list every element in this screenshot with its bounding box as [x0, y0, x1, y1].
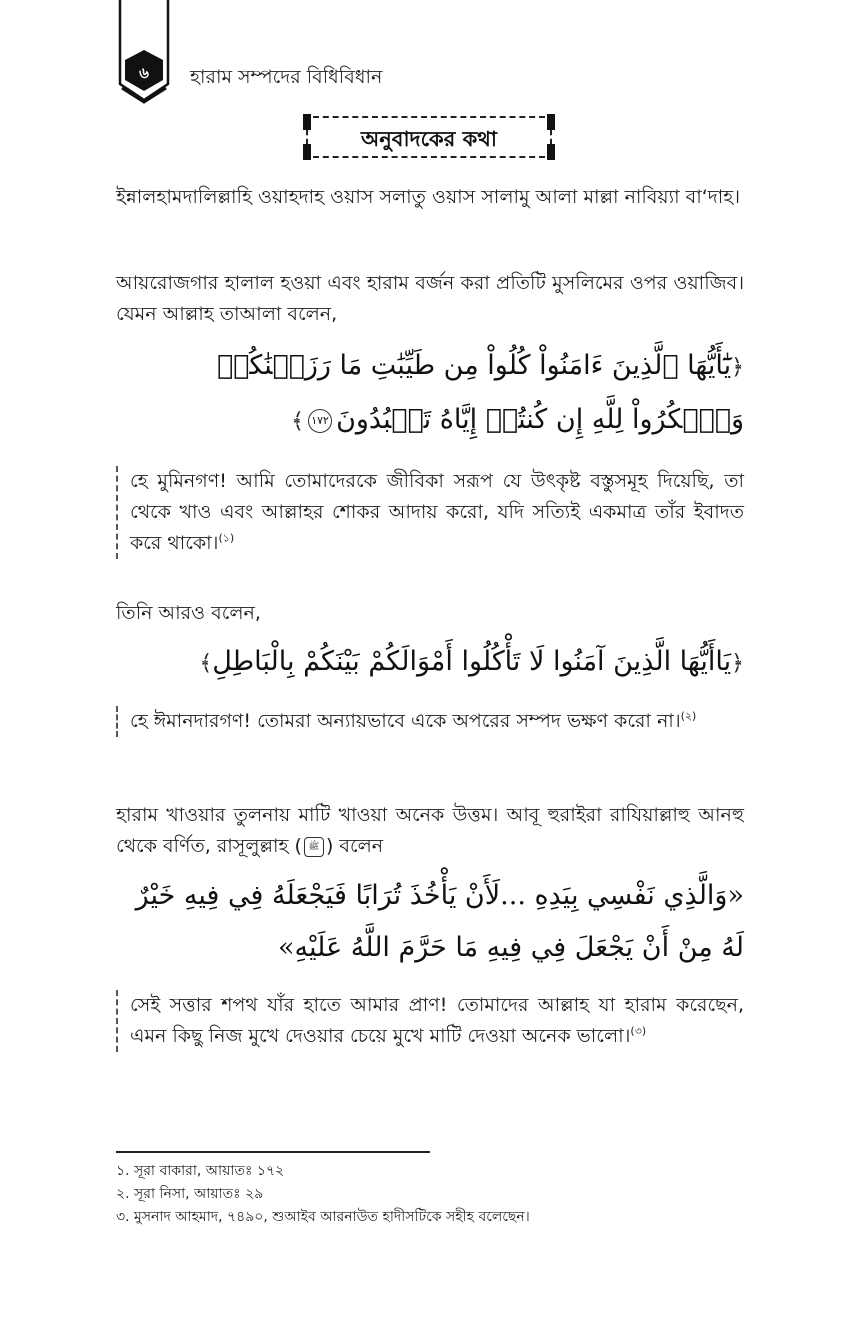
quote-text: হে মুমিনগণ! আমি তোমাদেরকে জীবিকা সরূপ যে উৎকৃষ্ট বস্তুসমূহ দিয়েছি, তা থেকে খাও এবং আল্লাহর শোকর আদায় করো, যদি সত্যিই একমাত্র তাঁর ইবাদত করে থাকো। — [130, 470, 744, 554]
verse-text: يَاأَيُّهَا الَّذِينَ آمَنُوا لَا تَأْكُلُوا أَمْوَالَكُمْ بَيْنَكُمْ بِالْبَاطِلِ — [212, 646, 732, 677]
translation-quote-2 — [116, 706, 744, 737]
section-heading: অনুবাদকের কথা — [361, 127, 497, 151]
frame-dash — [313, 116, 545, 118]
page-number-tab — [116, 0, 172, 104]
footnote-item: ২. সূরা নিসা, আয়াতঃ ২৯ — [116, 1186, 264, 1202]
paragraph-text: ) বলেন — [325, 835, 384, 857]
paragraph-opening: ইন্নালহামদালিল্লাহি ওয়াহদাহ ওয়াস সলাতু ওয়াস সালামু আলা মাল্লা নাবিয়্যা বা‘দাহ। — [116, 186, 741, 208]
paragraph-transition: তিনি আরও বলেন, — [116, 602, 261, 624]
quote-text: হে ঈমানদারগণ! তোমরা অন্যায়ভাবে একে অপরের সম্পদ ভক্ষণ করো না। — [130, 710, 681, 732]
footnote-item: ৩. মুসনাদ আহমাদ, ৭৪৯০, শুআইব আরনাউত হাদীসটিকে সহীহ বলেছেন। — [116, 1209, 530, 1225]
salawat-icon: ﷺ — [304, 837, 324, 857]
quran-verse-2 — [116, 636, 744, 690]
footnote-ref[interactable]: (১) — [218, 531, 235, 545]
ornate-bracket-close: ﴾ — [199, 651, 213, 676]
paragraph-text: হারাম খাওয়ার তুলনায় মাটি খাওয়া অনেক উত্তম। আবূ হুরাইরা রাযিয়াল্লাহু আনহু থেকে বর্ণিত, রাসূলুল্লাহ ( — [116, 804, 744, 857]
paragraph-hadith-intro — [116, 800, 744, 862]
ornate-bracket-open: ﴿ — [731, 355, 744, 380]
paragraph-intro: আয়রোজগার হালাল হওয়া এবং হারাম বর্জন করা প্রতিটি মুসলিমের ওপর ওয়াজিব। যেমন আল্লাহ তাআলা বলেন, — [116, 272, 744, 325]
footnotes — [116, 1160, 756, 1229]
ornate-bracket-close: ﴾ — [291, 409, 305, 434]
translation-quote-1 — [116, 466, 744, 559]
hadith-arabic: «وَالَّذِي نَفْسِي بِيَدِهِ ...لَأَنْ يَأْخُذَ تُرَابًا فَيَجْعَلَهُ فِي فِيهِ خَيْرٌ لَهُ مِنْ أَنْ يَجْعَلَ فِي فِيهِ مَا حَرَّمَ اللَّهُ عَلَيْهِ» — [135, 880, 744, 963]
footnote-divider — [116, 1151, 430, 1153]
section-heading-box — [303, 114, 555, 160]
running-title: হারাম সম্পদের বিধিবিধান — [190, 66, 383, 88]
quran-verse-1 — [116, 340, 744, 448]
hexagon-tab-icon — [116, 0, 172, 104]
ayah-number-icon: ١٧٢ — [308, 409, 332, 433]
translation-quote-3 — [116, 990, 744, 1052]
verse-text: يَٰٓأَيُّهَا ٱلَّذِينَ ءَامَنُواْ كُلُواْ مِن طَيِّبَٰتِ مَا رَزَقۡنَٰكُمۡ وَٱشۡكُرُواْ لِلَّهِ إِن كُنتُمۡ إِيَّاهُ تَعۡبُدُونَ — [216, 350, 744, 435]
footnote-ref[interactable]: (২) — [680, 709, 697, 723]
page-number: ৬ — [139, 64, 149, 82]
footnote-item: ১. সূরা বাকারা, আয়াতঃ ১৭২ — [116, 1163, 285, 1179]
ornate-bracket-open: ﴿ — [731, 651, 744, 676]
footnote-ref[interactable]: (৩) — [630, 1024, 647, 1038]
quote-text: সেই সত্তার শপথ যাঁর হাতে আমার প্রাণ! তোমাদের আল্লাহ যা হারাম করেছেন, এমন কিছু নিজ মুখে দেওয়ার চেয়ে মুখে মাটি দেওয়া অনেক ভালো। — [130, 994, 744, 1047]
